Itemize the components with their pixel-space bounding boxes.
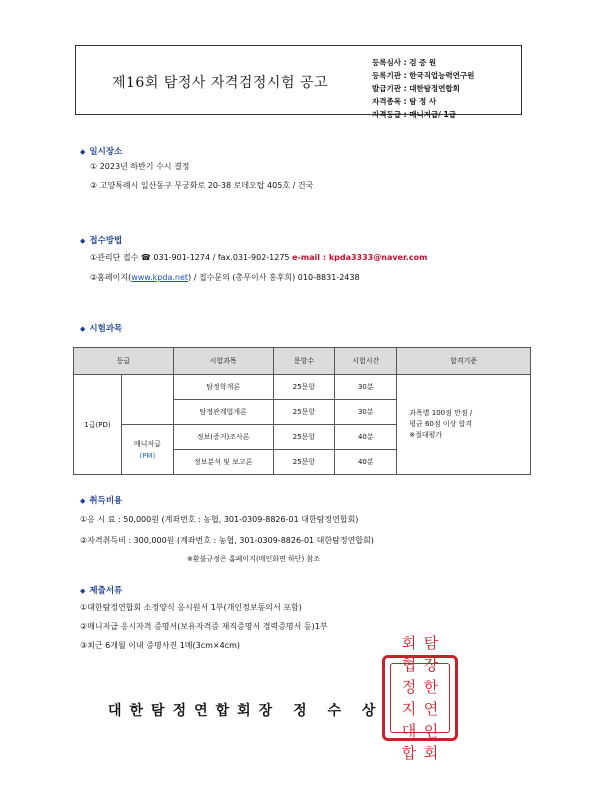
seal-char: 한 bbox=[423, 678, 439, 696]
time-cell: 40분 bbox=[335, 450, 397, 475]
seal-char: 지 bbox=[401, 700, 417, 718]
header-time: 시험시간 bbox=[335, 348, 397, 375]
page-title: 제16회 탐정사 자격검정시험 공고 bbox=[112, 75, 328, 91]
criteria-line-2: 평균 60점 이상 합격 bbox=[409, 420, 473, 428]
seal-characters bbox=[390, 634, 450, 762]
diamond-bullet-icon: ◆ bbox=[80, 237, 86, 245]
meta-issuing-agency: 발급기관 : 대한탐정연합회 bbox=[372, 84, 460, 93]
count-cell: 25문항 bbox=[273, 400, 335, 425]
seal-char: 탐 bbox=[423, 634, 439, 652]
subject-cell: 탐정학개론 bbox=[173, 375, 273, 400]
fees-line-2: ②자격취득비 : 300,000원 (계좌번호 : 농협, 301-0309-8826-01 대한탐정연합회) bbox=[80, 536, 374, 545]
documents-line-2: ②매니저급 응시자격 증명서(보유자격증 재직증명서 경력증명서 등)1부 bbox=[80, 622, 328, 631]
time-cell: 40분 bbox=[335, 425, 397, 450]
time-cell: 30분 bbox=[335, 400, 397, 425]
seal-char: 정 bbox=[401, 678, 417, 696]
signature-line: 대한탐정연합회장 정 수 상 bbox=[108, 703, 384, 719]
seal-char: 협 bbox=[401, 656, 417, 674]
application-phone-fax: ①관리단 접수 ☎ 031-901-1274 / fax.031-902-1275 bbox=[90, 253, 293, 262]
fees-heading: ◆ 취득비용 bbox=[80, 496, 123, 506]
meta-qualification: 자격종목 : 탐 정 사 bbox=[372, 97, 437, 106]
documents-heading: ◆ 제출서류 bbox=[80, 586, 123, 596]
schedule-line-1: ① 2023년 하반기 수시 결정 bbox=[90, 162, 190, 171]
table-header-row bbox=[74, 348, 531, 375]
manager-grade-code: (PM) bbox=[139, 451, 156, 460]
meta-registry-agency: 등록기관 : 한국직업능력연구원 bbox=[372, 71, 475, 80]
diamond-bullet-icon: ◆ bbox=[80, 497, 86, 505]
refund-note: ※환불규정은 홈페이지(메인화면 하단) 참조 bbox=[187, 555, 320, 563]
exam-subjects-table bbox=[73, 347, 531, 475]
header-criteria: 합격기준 bbox=[397, 348, 531, 375]
schedule-heading: ◆ 일시장소 bbox=[80, 147, 123, 157]
subject-cell: 탐정관계법개론 bbox=[173, 400, 273, 425]
application-line-1 bbox=[90, 252, 427, 263]
grade-subcell-empty bbox=[121, 375, 173, 425]
diamond-bullet-icon: ◆ bbox=[80, 325, 86, 333]
manager-grade-cell bbox=[121, 425, 173, 475]
meta-registration: 등록심사 : 검 증 원 bbox=[372, 58, 437, 67]
homepage-prefix: ②홈페이지( bbox=[90, 273, 132, 282]
criteria-cell bbox=[397, 375, 531, 475]
seal-char: 합 bbox=[401, 744, 417, 762]
subject-cell: 정보분석 및 보고론 bbox=[173, 450, 273, 475]
count-cell: 25문항 bbox=[273, 425, 335, 450]
official-seal-icon bbox=[382, 634, 458, 762]
time-cell: 30분 bbox=[335, 375, 397, 400]
meta-grade: 자격등급 : 매니저급/ 1급 bbox=[372, 110, 456, 119]
schedule-line-2: ② 고양특례시 일산동구 무궁화로 20-38 로데오탑 405호 / 건국 bbox=[90, 181, 314, 190]
table-row bbox=[74, 375, 531, 400]
diamond-bullet-icon: ◆ bbox=[80, 587, 86, 595]
seal-char: 연 bbox=[423, 700, 439, 718]
header-subject: 시험과목 bbox=[173, 348, 273, 375]
contact-info: ) / 접수문의 (총무이사 홍후희) 010-8831-2438 bbox=[188, 273, 360, 282]
count-cell: 25문항 bbox=[273, 450, 335, 475]
seal-char: 인 bbox=[423, 722, 439, 740]
header-count: 문항수 bbox=[273, 348, 335, 375]
seal-char: 회 bbox=[401, 634, 417, 652]
grade-cell: 1급(PD) bbox=[74, 375, 122, 475]
criteria-line-3: ※절대평가 bbox=[409, 431, 443, 439]
seal-char: 회 bbox=[423, 744, 439, 762]
fees-line-1: ①응 시 료 : 50,000원 (계좌번호 : 농협, 301-0309-8826-01 대한탐정연합회) bbox=[80, 515, 359, 524]
subject-cell: 정보(증거)조사론 bbox=[173, 425, 273, 450]
application-line-2 bbox=[90, 272, 360, 283]
documents-line-3: ③최근 6개월 이내 증명사진 1매(3cm×4cm) bbox=[80, 641, 241, 650]
homepage-link[interactable]: www.kpda.net bbox=[131, 273, 189, 282]
criteria-line-1: 과목별 100점 만점 / bbox=[409, 409, 473, 417]
application-heading: ◆ 접수방법 bbox=[80, 236, 123, 246]
diamond-bullet-icon: ◆ bbox=[80, 148, 86, 156]
seal-char: 장 bbox=[423, 656, 439, 674]
header-grade: 등급 bbox=[74, 348, 174, 375]
seal-char: 대 bbox=[401, 722, 417, 740]
documents-line-1: ①대한탐정연합회 소정양식 응시원서 1부(개인정보동의서 포함) bbox=[80, 603, 302, 612]
subjects-heading: ◆ 시험과목 bbox=[80, 324, 123, 334]
manager-grade-label: 매니저급 bbox=[133, 439, 161, 448]
email-address[interactable]: e-mail : kpda3333@naver.com bbox=[292, 253, 428, 262]
count-cell: 25문항 bbox=[273, 375, 335, 400]
